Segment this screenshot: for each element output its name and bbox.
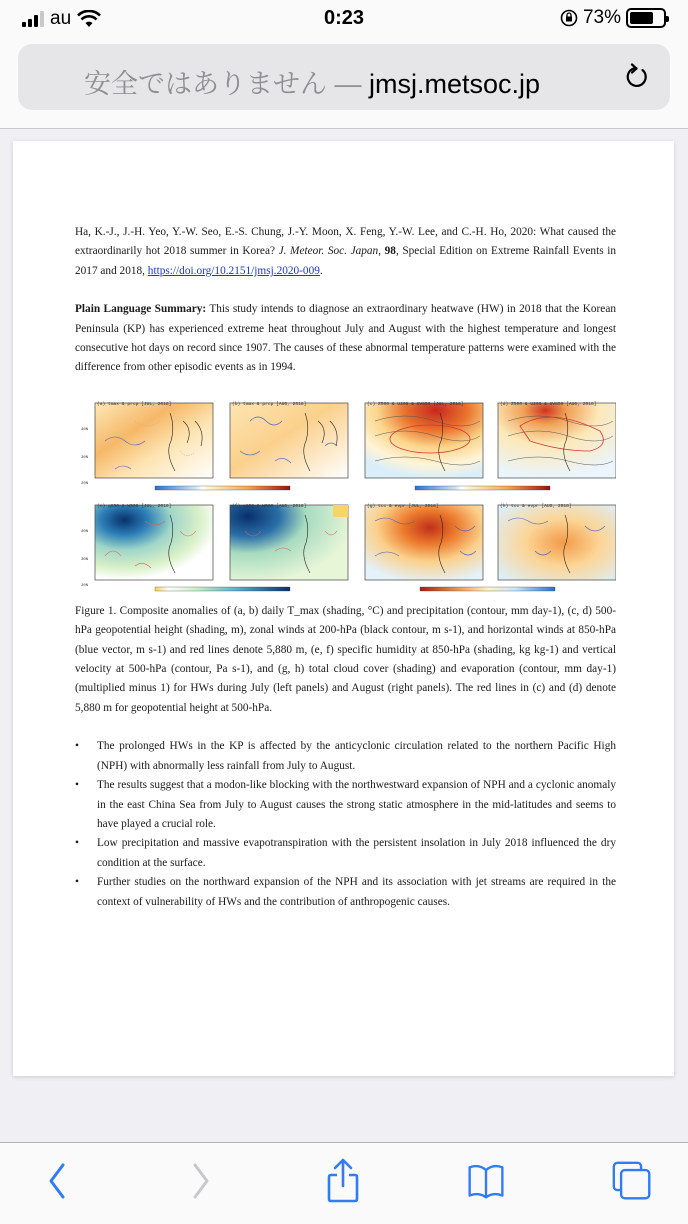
lat-label: 30N <box>81 557 89 562</box>
lat-label: 20N <box>81 481 89 486</box>
battery-percent: 73% <box>582 7 621 28</box>
bookmarks-button[interactable] <box>466 1161 506 1201</box>
colorbar-cd <box>415 486 550 490</box>
lat-label: 20N <box>81 583 89 588</box>
figure-caption: Figure 1. Composite anomalies of (a, b) daily T_max (shading, °C) and precipitation (contour, mm day-1), (c, d) 500-hPa geopotential height (shading, m), zonal winds at 200-hPa (black contour, m s-1), and horizontal winds at 850-hPa (blue vector, m s-1) and red lines denote 5,880 m, (e, f) specific humidity at 850-hPa (shading, kg kg-1) and vertical velocity at 500-hPa (contour, Pa s-1), and (g, h) total cloud cover (shading) and evaporation (contour, mm day-1) (multiplied minus 1) for HWs during July (left panels) and August (right panels). The red lines in (c) and (d) denote 5,880 m for geopotential height at 500-hPa. <box>75 604 616 714</box>
panel-c-title: (c) Z500 & U200 & UV850 [JUL, 2018] <box>367 401 464 407</box>
citation-end: . <box>319 264 323 277</box>
lat-label: 30N <box>81 455 89 460</box>
forward-button[interactable] <box>180 1161 220 1201</box>
browser-toolbar <box>0 1142 688 1224</box>
security-warning: 安全ではありません <box>83 69 327 99</box>
panel-h-title: (h) tcc & evpr [AUG, 2018] <box>500 503 572 509</box>
back-button[interactable] <box>38 1161 78 1201</box>
key-point: • The results suggest that a modon-like blocking with the northwestward expansion of NPH and a cyclonic anomaly in the east China Sea from July to August causes the strong static atmosphere in the mid-latitudes and seems to have played a crucial role. <box>75 776 616 834</box>
share-button[interactable] <box>323 1161 363 1201</box>
lat-label: 40N <box>81 529 89 534</box>
url-separator: — <box>326 69 369 99</box>
carrier-label: au <box>50 8 72 29</box>
panel-e-title: (e) q850 & W500 [JUL, 2018] <box>97 503 172 509</box>
panel-b-title: (b) tmax & prcp [AUG, 2018] <box>232 401 307 407</box>
figure-1-image <box>75 391 616 596</box>
colorbar-gh <box>420 587 555 591</box>
citation-edition: , Special Edition on Extreme Rainfall Events in 2017 and 2018, <box>75 245 617 277</box>
browser-header <box>0 38 688 129</box>
citation-journal: J. Meteor. Soc. Japan <box>278 245 379 258</box>
key-point: • The prolonged HWs in the KP is affected by the anticyclonic circulation related to the northern Pacific High (NPH) with abnormally less rainfall from July to August. <box>75 737 616 776</box>
share-icon <box>325 1158 361 1204</box>
forward-icon <box>188 1161 212 1201</box>
plain-language-summary <box>75 300 616 378</box>
document-body <box>75 223 616 912</box>
summary-text: This study intends to diagnose an extraordinary heatwave (HW) in 2018 that the Korean Peninsula (KP) has experienced extreme heat throughout July and August with the highest temperature and longest consecutive hot days on record since 1907. The causes of these abnormal temperature patterns were examined with the difference from other episodic events as in 1994. <box>75 303 616 374</box>
figure-1 <box>75 391 616 596</box>
tabs-button[interactable] <box>612 1161 652 1201</box>
url-domain: jmsj.metsoc.jp <box>368 69 541 99</box>
battery-icon <box>626 8 666 28</box>
key-point: • Low precipitation and massive evapotranspiration with the persistent insolation in July 2018 influenced the dry condition at the surface. <box>75 834 616 873</box>
back-icon <box>46 1161 70 1201</box>
colorbar-ef <box>155 587 290 591</box>
address-bar[interactable] <box>18 44 670 110</box>
reload-icon[interactable] <box>620 60 654 94</box>
citation <box>75 223 616 281</box>
citation-volume: 98 <box>384 245 396 258</box>
panel-f-title: (f) q850 & W500 [AUG, 2018] <box>232 503 307 509</box>
doi-link[interactable]: https://doi.org/10.2151/jmsj.2020-009 <box>147 264 320 277</box>
colorbar-ab <box>155 486 290 490</box>
key-point: • Further studies on the northward expansion of the NPH and its association with jet streams are required in the context of vulnerability of HWs and the contribution of anthropogenic causes. <box>75 873 616 912</box>
orientation-lock-icon <box>560 9 578 27</box>
panel-g-title: (g) tcc & evpr [JUL, 2018] <box>367 503 439 509</box>
key-points-list <box>75 737 616 912</box>
panel-d-title: (d) Z500 & U200 & UV850 [AUG, 2018] <box>500 401 597 407</box>
tabs-icon <box>612 1159 652 1203</box>
citation-sep: , <box>378 245 385 258</box>
status-bar <box>0 0 688 38</box>
clock: 0:23 <box>323 7 365 29</box>
bookmarks-icon <box>466 1161 506 1201</box>
web-content[interactable] <box>0 130 688 1142</box>
panel-a-title: (a) tmax & prcp [JUL, 2018] <box>97 401 172 407</box>
summary-label: Plain Language Summary: <box>75 303 207 316</box>
lat-label: 40N <box>81 427 89 432</box>
pdf-page <box>13 141 674 1076</box>
citation-authors: Ha, K.-J., J.-H. Yeo, Y.-W. Seo, E.-S. Chung, J.-Y. Moon, X. Feng, Y.-W. Lee, and C.-H. Ho, 2020: What caused the extraordinarily hot 2018 summer in Korea? <box>75 226 616 258</box>
